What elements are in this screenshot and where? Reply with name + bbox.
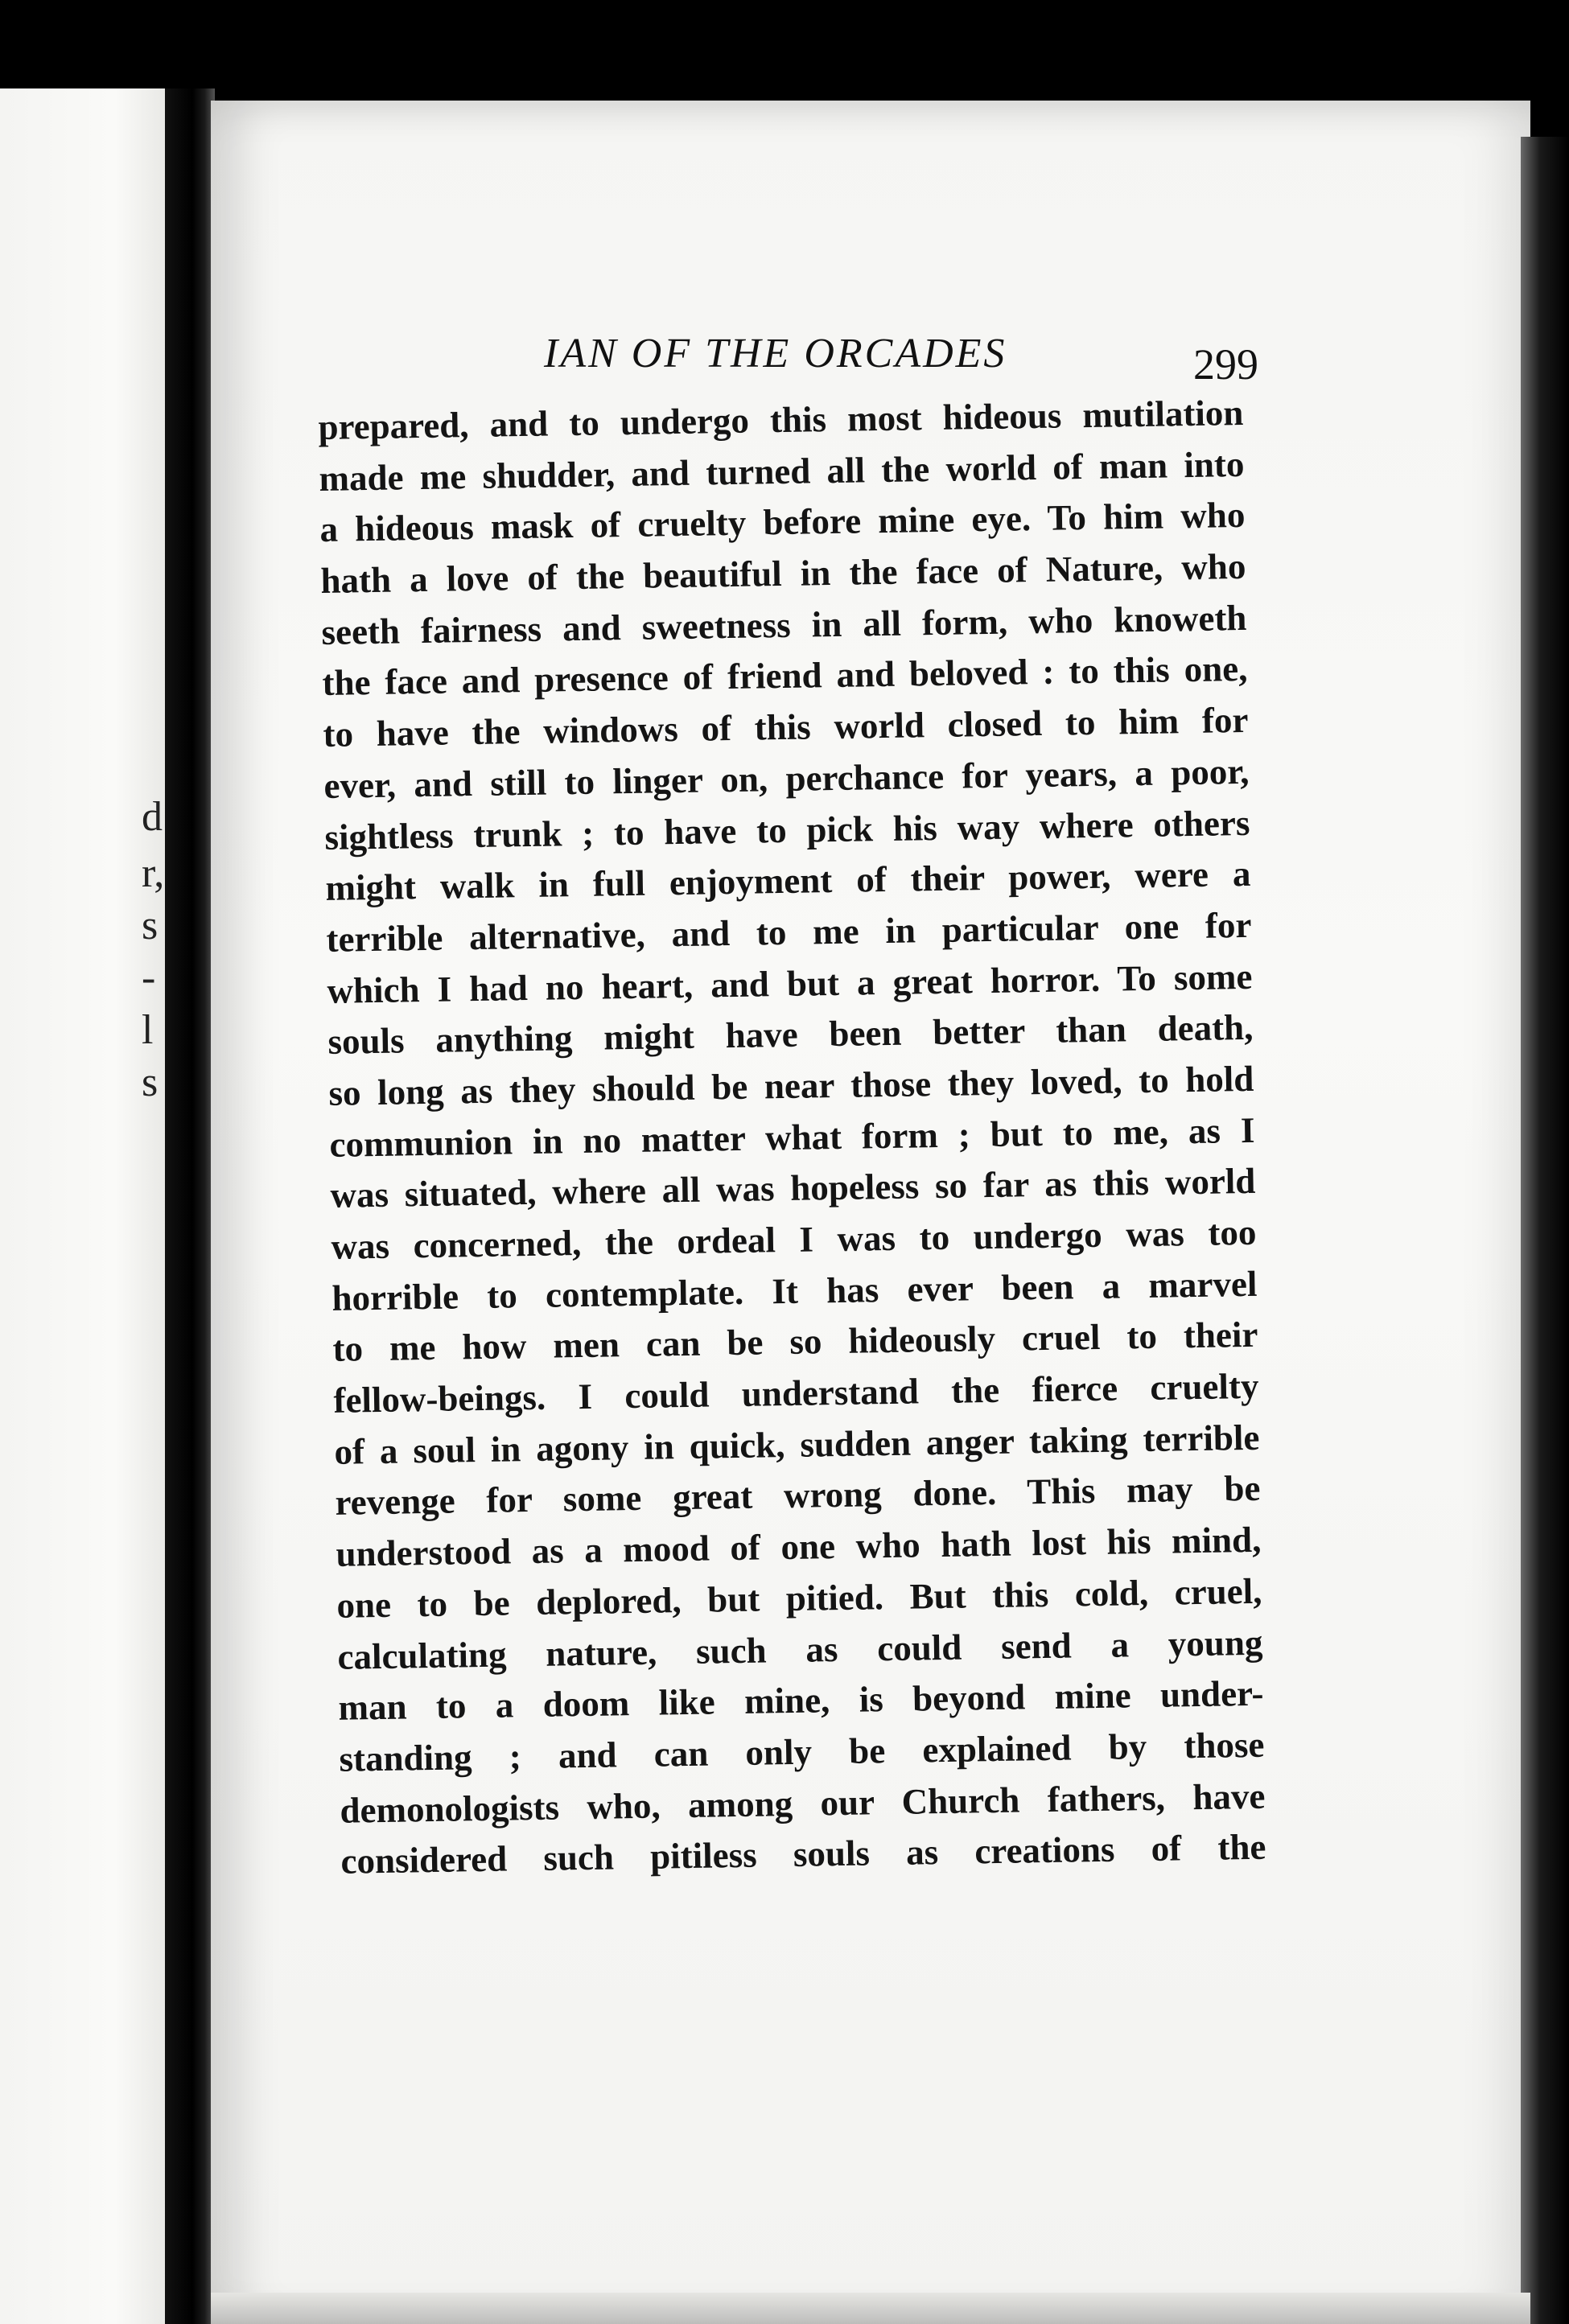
text-line: was situated, where all was hopeless so far as this world [330, 1161, 1256, 1216]
left-page-fragment: s [142, 1059, 159, 1105]
text-line: made me shudder, and turned all the world of man into [319, 443, 1245, 499]
text-line: considered such pitiless souls as creations of the [340, 1826, 1266, 1882]
text-line: might walk in full enjoyment of their power, were a [325, 854, 1251, 909]
page-number: 299 [1193, 340, 1258, 389]
text-line: which I had no heart, and but a great horror. To some [327, 956, 1253, 1011]
text-line: a hideous mask of cruelty before mine eye. To him who [319, 495, 1246, 550]
text-line: horrible to contemplate. It has ever been a marvel [332, 1263, 1258, 1318]
left-page-fragment: r, [142, 850, 165, 896]
page-header [544, 330, 1258, 394]
text-line: souls anything might have been better than death, [327, 1007, 1254, 1063]
left-page-fragment: s [142, 903, 159, 948]
text-line: sightless trunk ; to have to pick his way where others [324, 802, 1250, 858]
text-line: hath a love of the beautiful in the face of Nature, who [320, 545, 1246, 602]
left-page-fragment: d [142, 794, 163, 840]
body-text [318, 388, 1266, 1888]
text-line: demonologists who, among our Church fathers, have [340, 1775, 1266, 1831]
left-page-edge [0, 88, 165, 2324]
page-right-edge [1521, 137, 1569, 2324]
text-line: understood as a mood of one who hath lost his mind, [336, 1519, 1262, 1574]
text-line: prepared, and to undergo this most hideous mutilation [318, 392, 1244, 447]
text-line: one to be deplored, but pitied. But this cold, cruel, [336, 1570, 1262, 1626]
text-line: terrible alternative, and to me in particular one for [326, 904, 1252, 960]
text-line: calculating nature, such as could send a young [337, 1622, 1263, 1677]
text-line: man to a doom like mine, is beyond mine under- [338, 1672, 1264, 1728]
text-line: was concerned, the ordeal I was to undergo was too [331, 1211, 1257, 1267]
text-line: revenge for some great wrong done. This may be [335, 1468, 1261, 1524]
running-title: IAN OF THE ORCADES [544, 331, 1007, 376]
text-line: to me how men can be so hideously cruel to their [332, 1314, 1258, 1370]
text-line: to have the windows of this world closed to him for [323, 700, 1249, 755]
left-page-fragment: l [142, 1007, 154, 1053]
text-line: seeth fairness and sweetness in all form, who knoweth [321, 597, 1247, 652]
text-line: of a soul in agony in quick, sudden anger taking terrible [334, 1417, 1260, 1472]
text-line: so long as they should be near those they loved, to hold [328, 1058, 1254, 1113]
page-bottom-edge [211, 2293, 1530, 2324]
text-line: fellow-beings. I could understand the fierce cruelty [333, 1365, 1259, 1421]
book-binding [165, 88, 215, 2324]
text-line: the face and presence of friend and beloved : to this one, [322, 648, 1248, 704]
text-line: communion in no matter what form ; but to me, as I [329, 1109, 1255, 1165]
left-page-fragment: - [142, 955, 156, 1001]
text-line: standing ; and can only be explained by those [339, 1724, 1265, 1779]
text-line: ever, and still to linger on, perchance for years, a poor, [323, 751, 1250, 806]
